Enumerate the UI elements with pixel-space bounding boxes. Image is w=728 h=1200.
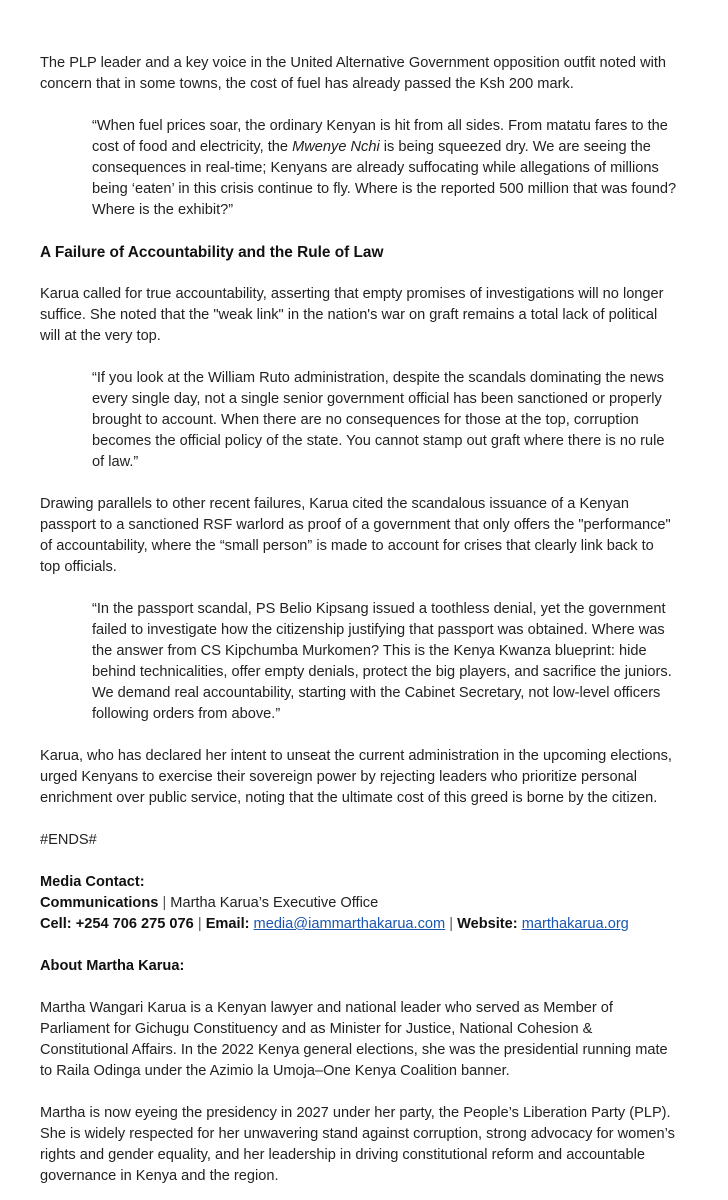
cell-value: +254 706 275 076: [75, 916, 194, 932]
accountability-paragraph: Karua called for true accountability, asserting that empty promises of investigations will no longer suffice. She noted that the "weak link" in the nation's war on graft remains a total lack of political will at the very top.: [40, 286, 664, 344]
section-heading: A Failure of Accountability and the Rule of Law: [40, 244, 384, 261]
about-heading: About Martha Karua:: [40, 958, 185, 974]
cell-label: Cell:: [40, 916, 72, 932]
quote-ruto-administration: “If you look at the William Ruto administration, despite the scandals dominating the news every single day, not a single senior government official has been sanctioned or properly brought to account. When there are no consequences for those at the top, corruption becomes the official policy of the state. You cannot stamp out graft where there is no rule of law.”: [92, 370, 665, 470]
email-label: Email:: [205, 916, 250, 932]
ends-marker: #ENDS#: [40, 832, 97, 848]
website-link[interactable]: marthakarua.org: [521, 916, 629, 932]
separator: |: [193, 916, 206, 932]
intro-paragraph: The PLP leader and a key voice in the United Alternative Government opposition outfit noted with concern that in some towns, the cost of fuel has already passed the Ksh 200 mark.: [40, 55, 667, 92]
communications-value: Martha Karua’s Executive Office: [170, 895, 379, 911]
quote-fuel-italic: Mwenye Nchi: [292, 139, 380, 155]
passport-paragraph: Drawing parallels to other recent failures, Karua cited the scandalous issuance of a Kenyan passport to a sanctioned RSF warlord as proof of a government that only offers the "performance" of accountability, where the “small person” is made to account for crises that clearly link back to top officials.: [40, 496, 671, 575]
quote-passport-scandal: “In the passport scandal, PS Belio Kipsang issued a toothless denial, yet the government failed to investigate how the citizenship justifying that passport was obtained. Where was the answer from CS Kipchumba Murkomen? This is the Kenya Kwanza blueprint: hide behind technicalities, offer empty denials, protect the big players, and sacrifice the juniors. We demand real accountability, starting with the Cabinet Secretary, not low-level officers following orders from above.”: [92, 601, 672, 722]
quote-fuel-text-after: is being squeezed dry. We are seeing the consequences in real-time; Kenyans are already suffocating while allegations of millions being ‘eaten’ in this crisis continue to fly. Where is the reported 500 million that was found? Where is the exhibit?”: [92, 139, 677, 218]
about-paragraph-1: Martha Wangari Karua is a Kenyan lawyer and national leader who served as Member of Parliament for Gichugu Constituency and as Minister for Justice, National Cohesion & Constitutional Affairs. In the 2022 Kenya general elections, she was the presidential running mate to Raila Odinga under the Azimio la Umoja–One Kenya Coalition banner.: [40, 1000, 668, 1079]
communications-line: [40, 893, 678, 914]
contact-details-line: [40, 914, 678, 935]
quote-fuel-text-before: “When fuel prices soar, the ordinary Kenyan is hit from all sides. From matatu fares to the cost of food and electricity, the: [92, 118, 668, 155]
media-contact-heading: Media Contact:: [40, 874, 145, 890]
email-link[interactable]: media@iammarthakarua.com: [253, 916, 446, 932]
media-contact-block: [40, 872, 678, 935]
separator: |: [445, 916, 458, 932]
communications-label: Communications: [40, 895, 159, 911]
separator: |: [158, 895, 171, 911]
website-label: Website:: [457, 916, 518, 932]
quote-fuel-prices: [40, 116, 678, 221]
about-paragraph-2: Martha is now eyeing the presidency in 2027 under her party, the People’s Liberation Party (PLP). She is widely respected for her unwavering stand against corruption, strong advocacy for women’s rights and gender equality, and her leadership in driving constitutional reform and accountable governance in Kenya and the region.: [40, 1105, 675, 1184]
closing-paragraph: Karua, who has declared her intent to unseat the current administration in the upcoming elections, urged Kenyans to exercise their sovereign power by rejecting leaders who prioritize personal enrichment over public service, noting that the ultimate cost of this greed is borne by the citizen.: [40, 748, 672, 806]
